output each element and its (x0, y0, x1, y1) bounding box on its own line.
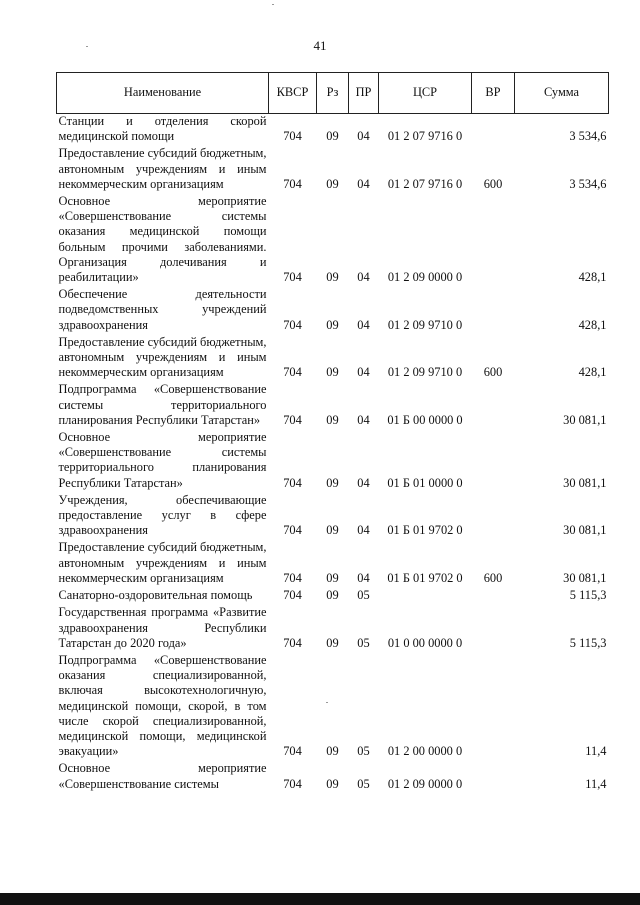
row-kvsr: 704 (283, 270, 302, 285)
row-rz: 09 (326, 317, 339, 332)
row-vr (472, 653, 515, 761)
row-name: Предоставление субсидий бюджетным, автономным учреждениям и иным некоммерческим организациям (58, 334, 267, 380)
header-csr: ЦСР (379, 73, 472, 114)
row-pr: 04 (357, 270, 370, 285)
header-rz: Рз (317, 73, 349, 114)
row-name: Основное мероприятие «Совершенствование системы территориального планирования Республики Татарстан» (58, 430, 267, 490)
row-csr: 01 2 09 0000 0 (387, 270, 463, 285)
row-vr: 600 (483, 365, 503, 380)
row-pr: 04 (357, 570, 370, 585)
row-rz: 09 (326, 176, 339, 191)
row-pr: 05 (357, 635, 370, 650)
table-row (57, 146, 609, 194)
row-name: Предоставление субсидий бюджетным, автономным учреждениям и иным некоммерческим организациям (58, 146, 267, 191)
row-name: Государственная программа «Развитие здравоохранения Республики Татарстан до 2020 года» (58, 605, 267, 650)
row-kvsr: 704 (283, 744, 302, 759)
row-rz: 09 (326, 475, 339, 490)
row-kvsr: 704 (283, 129, 302, 144)
row-rz: 09 (326, 588, 339, 603)
row-kvsr: 704 (283, 317, 302, 332)
scan-speck (86, 46, 88, 47)
row-rz: 09 (326, 129, 339, 144)
row-vr (472, 588, 515, 605)
header-pr: ПР (349, 73, 379, 114)
row-vr (472, 382, 515, 430)
row-csr: 01 Б 01 9702 0 (387, 523, 463, 538)
table-row (57, 605, 609, 653)
row-name: Санаторно-оздоровительная помощь (58, 588, 253, 603)
table-row (57, 588, 609, 605)
row-sum: 30 081,1 (563, 570, 607, 585)
row-name: Предоставление субсидий бюджетным, автономным учреждениям и иным некоммерческим организациям (58, 540, 267, 585)
row-pr: 04 (357, 523, 370, 538)
row-kvsr: 704 (283, 588, 302, 603)
row-vr (472, 493, 515, 541)
table-row (57, 114, 609, 147)
row-pr: 04 (357, 317, 370, 332)
row-rz: 09 (326, 744, 339, 759)
row-csr: 01 2 07 9716 0 (387, 176, 463, 191)
row-sum: 11,4 (585, 744, 607, 759)
row-name: Обеспечение деятельности подведомственных учреждений здравоохранения (58, 287, 267, 332)
row-sum: 428,1 (578, 270, 607, 285)
row-sum: 5 115,3 (569, 588, 607, 603)
row-csr: 01 Б 01 9702 0 (387, 570, 463, 585)
row-csr: 01 2 00 0000 0 (387, 744, 463, 759)
row-sum: 5 115,3 (569, 635, 607, 650)
table-row (57, 335, 609, 383)
row-sum: 428,1 (578, 365, 607, 380)
page-number: 41 (313, 38, 327, 53)
row-vr: 600 (483, 176, 503, 191)
row-csr: 01 Б 00 0000 0 (387, 412, 463, 427)
row-pr: 04 (357, 129, 370, 144)
row-vr (472, 605, 515, 653)
row-name: Основное мероприятие «Совершенствование системы (58, 761, 267, 791)
row-sum: 3 534,6 (569, 176, 607, 191)
row-sum: 30 081,1 (563, 523, 607, 538)
row-vr (472, 761, 515, 793)
table-header (57, 73, 609, 114)
row-rz: 09 (326, 523, 339, 538)
row-vr (472, 114, 515, 147)
row-kvsr: 704 (283, 475, 302, 490)
row-csr: 01 Б 01 0000 0 (387, 475, 463, 490)
table-row (57, 540, 609, 588)
row-csr: 01 2 09 9710 0 (387, 317, 463, 332)
row-csr: 01 2 09 9710 0 (387, 365, 463, 380)
row-rz: 09 (326, 270, 339, 285)
table-row (57, 653, 609, 761)
scan-speck (272, 4, 274, 5)
table-row (57, 761, 609, 793)
header-kvsr: КВСР (269, 73, 317, 114)
row-csr: 01 2 09 0000 0 (387, 776, 463, 791)
row-rz: 09 (326, 412, 339, 427)
row-name: Станции и отделения скорой медицинской помощи (58, 114, 267, 144)
row-kvsr: 704 (283, 635, 302, 650)
row-kvsr: 704 (283, 176, 302, 191)
row-name: Подпрограмма «Совершенствование системы территориального планирования Республики Татарстан» (58, 382, 267, 427)
row-rz: 09 (326, 570, 339, 585)
row-sum: 30 081,1 (563, 475, 607, 490)
header-sum: Сумма (515, 73, 609, 114)
header-vr: ВР (472, 73, 515, 114)
row-kvsr: 704 (283, 523, 302, 538)
row-pr: 05 (357, 776, 370, 791)
row-pr: 05 (357, 744, 370, 759)
row-pr: 04 (357, 475, 370, 490)
row-pr: 04 (357, 176, 370, 191)
table-row (57, 430, 609, 493)
table-row (57, 287, 609, 335)
table-row (57, 493, 609, 541)
row-sum: 3 534,6 (569, 129, 607, 144)
row-kvsr: 704 (283, 570, 302, 585)
row-csr (379, 588, 472, 605)
row-name: Подпрограмма «Совершенствование оказания специализированной, включая высокотехнологичную, медицинской помощи, скорой, в том числе скорой специализированной, медицинской помощи, медицинской эвакуации» (58, 652, 267, 759)
table-row (57, 194, 609, 287)
row-sum: 428,1 (578, 317, 607, 332)
row-pr: 05 (357, 588, 370, 603)
row-vr (472, 430, 515, 493)
row-sum: 30 081,1 (563, 412, 607, 427)
row-sum: 11,4 (585, 776, 607, 791)
scan-edge-bar (0, 893, 640, 905)
row-kvsr: 704 (283, 365, 302, 380)
row-name: Учреждения, обеспечивающие предоставление услуг в сфере здравоохранения (58, 492, 267, 538)
row-csr: 01 2 07 9716 0 (387, 129, 463, 144)
row-kvsr: 704 (283, 412, 302, 427)
row-kvsr: 704 (283, 776, 302, 791)
row-pr: 04 (357, 365, 370, 380)
row-name: Основное мероприятие «Совершенствование системы оказания медицинской помощи больным прочими заболеваниями. Организация долечивания и реабилитации» (58, 194, 267, 285)
row-rz: 09 (326, 635, 339, 650)
row-vr (472, 194, 515, 287)
row-pr: 04 (357, 412, 370, 427)
row-vr (472, 287, 515, 335)
row-vr: 600 (483, 570, 503, 585)
scan-speck (326, 702, 328, 703)
header-name: Наименование (57, 73, 269, 114)
table-row (57, 382, 609, 430)
budget-table (56, 72, 609, 794)
row-rz: 09 (326, 365, 339, 380)
row-csr: 01 0 00 0000 0 (387, 635, 463, 650)
row-rz: 09 (326, 776, 339, 791)
